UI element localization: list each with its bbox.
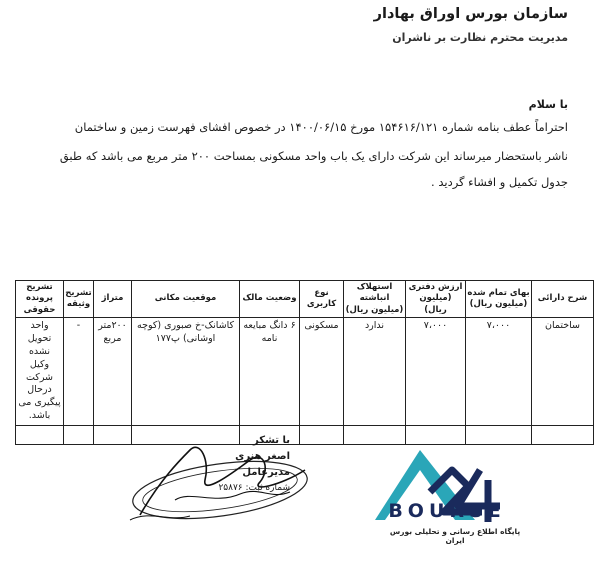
cell-area: ۲۰۰متر مربع bbox=[94, 318, 132, 426]
cell-location: کاشانک-خ صبوری (کوچه اوشانی) پ۱۷۷ bbox=[132, 318, 240, 426]
signature-block bbox=[150, 435, 290, 499]
column-header-area: متراژ bbox=[94, 281, 132, 318]
table-row bbox=[16, 318, 594, 426]
letter-body-line-2: ناشر باستحضار میرساند این شرکت دارای یک باب واحد مسکونی بمساحت ۲۰۰ متر مربع می باشد که طبق bbox=[59, 149, 568, 163]
cell-ownership-status: ۶ دانگ مبایعه نامه bbox=[240, 318, 300, 426]
column-header-book-value: ارزش دفتری (میلیون ریال) bbox=[406, 281, 466, 318]
column-header-location: موقعیت مکانی bbox=[132, 281, 240, 318]
recipient-department: مدیریت محترم نظارت بر ناشران bbox=[392, 31, 568, 44]
cell-collateral: - bbox=[64, 318, 94, 426]
bourse-caption: پایگاه اطلاع رسانی و تحلیلی بورس ایران bbox=[389, 527, 521, 545]
organization-title: سازمان بورس اوراق بهادار bbox=[373, 6, 568, 22]
table-header-row bbox=[16, 281, 594, 318]
salutation: با سلام bbox=[528, 98, 568, 111]
closing-text: با تشکر bbox=[253, 435, 290, 446]
letter-body-line-3: جدول تکمیل و افشاء گردید . bbox=[431, 175, 568, 189]
cell-usage-type: مسکونی bbox=[300, 318, 344, 426]
column-header-ownership-status: وضعیت مالک bbox=[240, 281, 300, 318]
signer-name: اصغر هنری bbox=[235, 451, 290, 462]
bourse-wordmark: BOURSE bbox=[388, 500, 506, 522]
cell-asset-description: ساختمان bbox=[532, 318, 594, 426]
cell-accumulated-depreciation: ندارد bbox=[344, 318, 406, 426]
cell-legal-case: واحد تحویل نشده وکیل شرکت درحال پیگیری می باشد. bbox=[16, 318, 64, 426]
column-header-asset-description: شرح دارائی bbox=[532, 281, 594, 318]
signer-role: مدیرعامل bbox=[242, 467, 290, 478]
stamp-registration-number: شماره ثبت: ۲۵۸۷۶ bbox=[218, 483, 290, 493]
cell-cost-price: ۷،۰۰۰ bbox=[466, 318, 532, 426]
column-header-cost-price: بهای تمام شده (میلیون ریال) bbox=[466, 281, 532, 318]
cell-book-value: ۷،۰۰۰ bbox=[406, 318, 466, 426]
letter-body-line-1: احتراماً عطف بنامه شماره ۱۵۴۶۱۶/۱۲۱ مورخ ۱۴۰۰/۰۶/۱۵ در خصوص افشای فهرست زمین و ساختمان bbox=[74, 120, 568, 134]
column-header-legal-case: تشریح پرونده حقوقی bbox=[16, 281, 64, 318]
column-header-collateral: تشریح وثیقه bbox=[64, 281, 94, 318]
column-header-accumulated-depreciation: استهلاک انباشته (میلیون ریال) bbox=[344, 281, 406, 318]
column-header-usage-type: نوع کاربری bbox=[300, 281, 344, 318]
